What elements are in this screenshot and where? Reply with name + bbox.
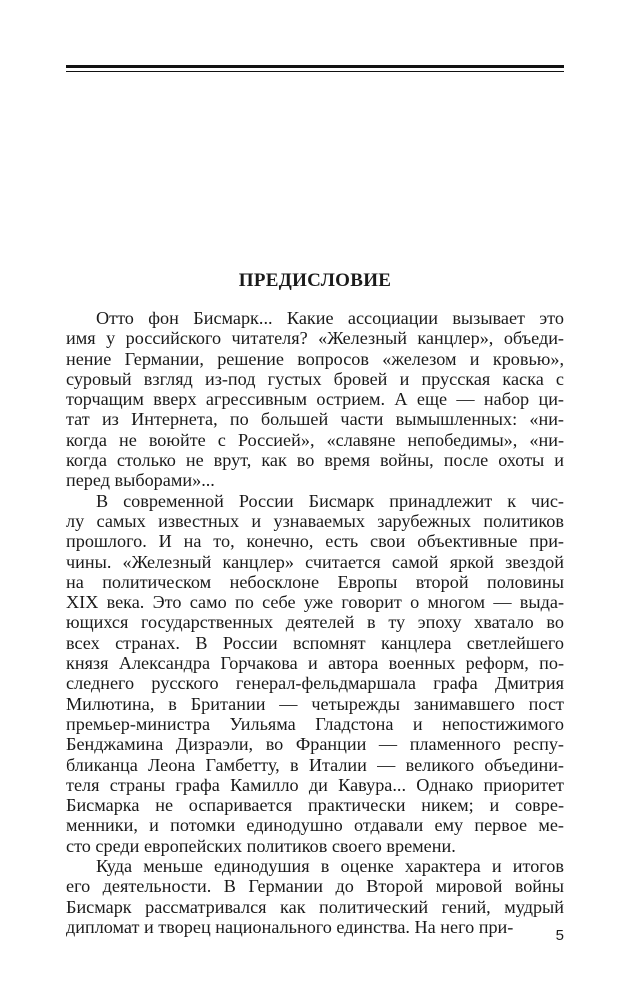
text-line: премьер-министра Уильяма Гладстона и непостижимого [66,713,564,734]
text-line: Куда меньше единодушия в оценке характера и итогов [96,856,564,877]
text-line: торчащим вверх агрессивным острием. А еще — набор ци- [66,389,564,410]
text-line: тат из Интернета, по большей части вымышленных: «ни- [66,409,564,430]
text-line: нение Германии, решение вопросов «железом и кровью», [66,348,564,369]
text-line: Бисмарк рассматривался как политический гений, мудрый [66,896,564,917]
text-line: бликанца Леона Гамбетту, в Италии — великого объедини- [66,754,564,775]
text-line: лу самых известных и узнаваемых зарубежных политиков [66,510,564,531]
text-line: чины. «Железный канцлер» считается самой яркой звездой [66,551,564,572]
text-line: Отто фон Бисмарк... Какие ассоциации вызывает это [96,308,564,328]
text-line: следнего русского генерал-фельдмаршала графа Дмитрия [66,673,564,694]
text-line: прошлого. И на то, конечно, есть свои объективные при- [66,531,564,552]
text-line: В современной России Бисмарк принадлежит к чис- [96,490,564,511]
text-line: суровый взгляд из-под густых бровей и прусская каска с [66,368,564,389]
header-rule-thick [66,65,564,68]
text-line: его деятельности. В Германии до Второй мировой войны [66,876,564,897]
text-line: дипломат и творец национального единства. На него при- [66,916,514,937]
text-line: имя у российского читателя? «Железный канцлер», объеди- [66,328,564,349]
body-text [66,308,564,937]
text-line: всех странах. В России вспомнят канцлера светлейшего [66,632,564,653]
text-line: ющихся государственных деятелей в ту эпоху хватало во [66,612,564,633]
text-line: XIX века. Это само по себе уже говорит о многом — выда- [66,592,564,613]
text-line: когда столько не врут, как во время войны, после охоты и [66,450,564,471]
page-number: 5 [555,927,564,944]
text-line: сто среди европейских политиков своего времени. [66,835,456,856]
text-line: Бисмарка не оспаривается практически никем; и совре- [66,795,564,816]
section-title: ПРЕДИСЛОВИЕ [238,270,392,291]
text-line: теля страны графа Камилло ди Кавура... Однако приоритет [66,774,564,795]
text-line: Милютина, в Британии — четырежды занимавшего пост [66,693,564,714]
text-line: перед выборами»... [66,470,215,491]
text-line: Бенджамина Дизраэли, во Франции — пламенного респу- [66,734,564,755]
text-line: менники, и потомки единодушно отдавали ему первое ме- [66,815,564,836]
text-line: когда не воюйте с Россией», «славяне непобедимы», «ни- [66,429,564,450]
text-line: на политическом небосклоне Европы второй половины [66,571,564,592]
header-rule-thin [66,71,564,72]
text-line: князя Александра Горчакова и автора военных реформ, по- [66,653,564,674]
